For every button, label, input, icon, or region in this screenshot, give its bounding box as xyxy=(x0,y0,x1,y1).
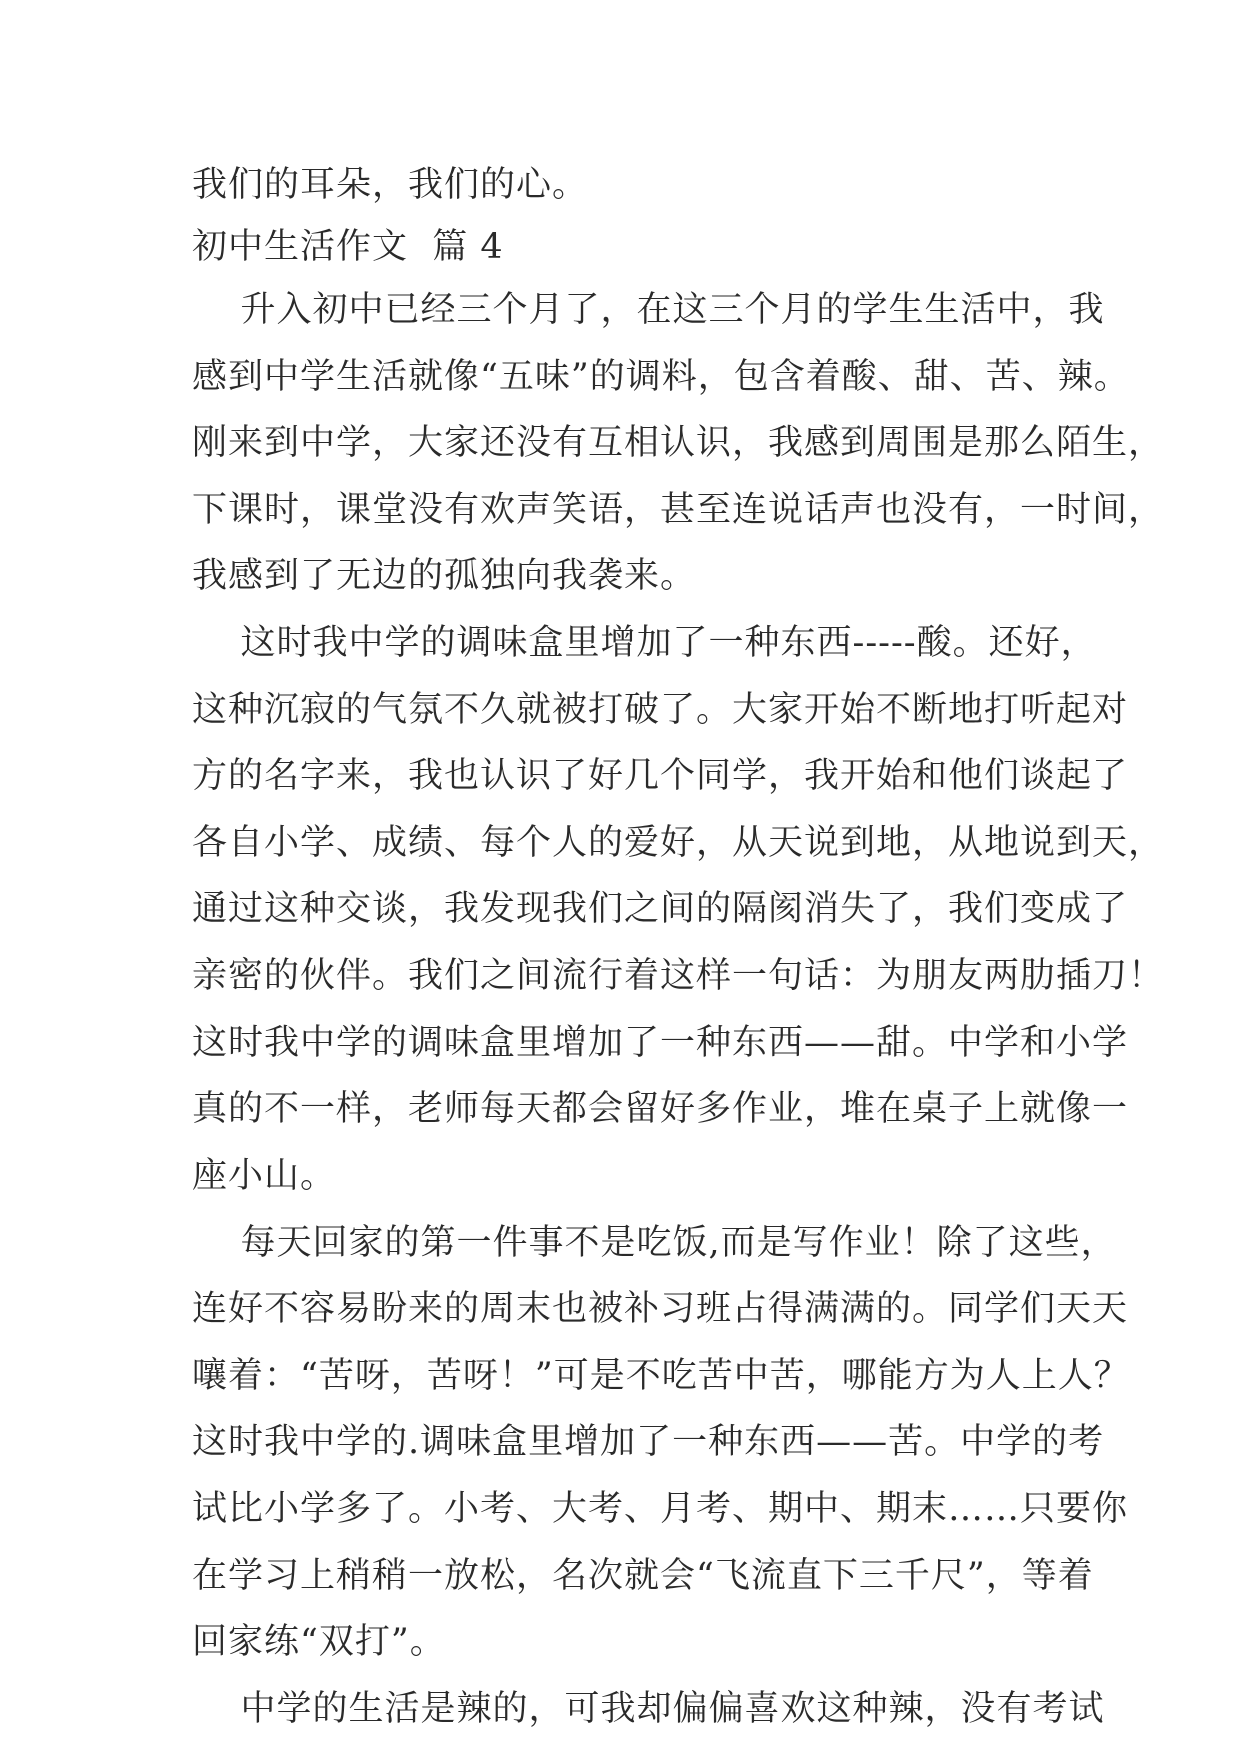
text-line: 升入初中已经三个月了，在这三个月的学生生活中，我 xyxy=(192,290,1105,330)
text-line: 我感到了无边的孤独向我袭来。 xyxy=(192,556,697,596)
text-line: 通过这种交谈，我发现我们之间的隔阂消失了，我们变成了 xyxy=(192,889,1129,929)
text-line: 试比小学多了。小考、大考、月考、期中、期末……只要你 xyxy=(192,1489,1129,1529)
text-line: 这时我中学的.调味盒里增加了一种东西——苦。中学的考 xyxy=(192,1422,1105,1462)
text-line: 这种沉寂的气氛不久就被打破了。大家开始不断地打听起对 xyxy=(192,690,1129,730)
essay-heading: 初中生活作文 篇 4 xyxy=(192,227,504,267)
text-line: 嚷着：“苦呀，苦呀！”可是不吃苦中苦，哪能方为人上人？ xyxy=(192,1356,1130,1396)
text-line: 感到中学生活就像“五味”的调料，包含着酸、甜、苦、辣。 xyxy=(192,357,1130,397)
text-line: 每天回家的第一件事不是吃饭,而是写作业！除了这些， xyxy=(192,1223,1117,1263)
text-line: 方的名字来，我也认识了好几个同学，我开始和他们谈起了 xyxy=(192,756,1129,796)
text-line: 连好不容易盼来的周末也被补习班占得满满的。同学们天天 xyxy=(192,1289,1129,1329)
text-line: 刚来到中学，大家还没有互相认识，我感到周围是那么陌生， xyxy=(192,423,1165,463)
text-line: 我们的耳朵，我们的心。 xyxy=(192,165,589,205)
text-line: 回家练“双打”。 xyxy=(192,1622,446,1662)
text-line: 在学习上稍稍一放松，名次就会“飞流直下三千尺”，等着 xyxy=(192,1556,1094,1596)
text-line: 这时我中学的调味盒里增加了一种东西-----酸。还好， xyxy=(192,623,1097,663)
text-line: 真的不一样，老师每天都会留好多作业，堆在桌子上就像一 xyxy=(192,1089,1129,1129)
text-line: 各自小学、成绩、每个人的爱好，从天说到地，从地说到天， xyxy=(192,823,1165,863)
text-line: 亲密的伙伴。我们之间流行着这样一句话：为朋友两肋插刀！ xyxy=(192,956,1165,996)
text-line: 中学的生活是辣的，可我却偏偏喜欢这种辣，没有考试 xyxy=(192,1689,1105,1729)
text-line: 下课时，课堂没有欢声笑语，甚至连说话声也没有，一时间， xyxy=(192,490,1165,530)
text-line: 这时我中学的调味盒里增加了一种东西——甜。中学和小学 xyxy=(192,1023,1129,1063)
text-line: 座小山。 xyxy=(192,1156,337,1196)
